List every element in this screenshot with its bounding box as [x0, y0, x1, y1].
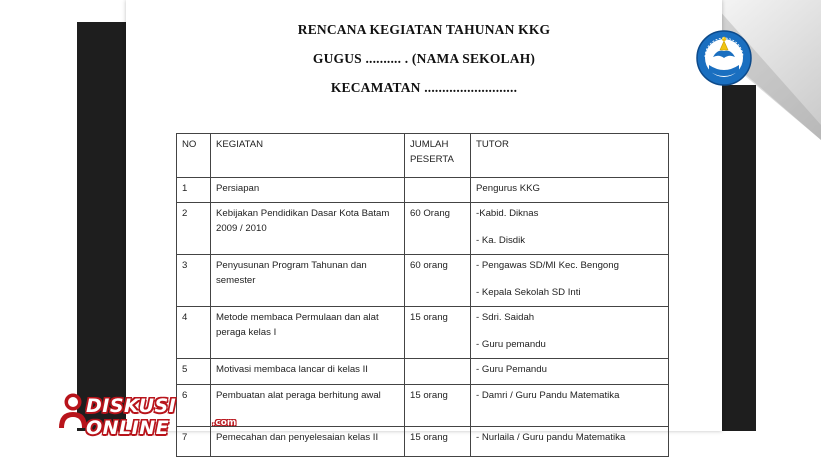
brand-suffix: .com — [212, 418, 237, 428]
table-row — [177, 359, 669, 385]
cell-no: 2 — [177, 203, 211, 255]
cell-tutor — [471, 359, 669, 385]
cell-jumlah: 15 orang — [405, 427, 471, 457]
cell-jumlah — [405, 359, 471, 385]
header-tutor: TUTOR — [471, 134, 669, 178]
frame-left-panel — [77, 22, 126, 431]
brand-watermark — [56, 392, 256, 439]
tutor-line: - Guru pemandu — [476, 338, 546, 350]
tut-wuri-handayani-logo-icon — [695, 27, 753, 93]
cell-tutor — [471, 255, 669, 307]
tutor-line: - Damri / Guru Pandu Matematika — [476, 390, 620, 401]
cell-tutor — [471, 427, 669, 457]
cell-kegiatan: Persiapan — [211, 178, 405, 203]
cell-no: 3 — [177, 255, 211, 307]
cell-jumlah — [405, 178, 471, 203]
cell-kegiatan: Motivasi membaca lancar di kelas II — [211, 359, 405, 385]
tutor-line: - Ka. Disdik — [476, 234, 526, 246]
cell-no: 5 — [177, 359, 211, 385]
table-row — [177, 203, 669, 255]
cell-kegiatan: Penyusunan Program Tahunan dan semester — [211, 255, 405, 307]
table-row — [177, 307, 669, 359]
frame-right-panel — [722, 85, 756, 431]
table-header-row — [177, 134, 669, 178]
document-subtitle-kecamatan: KECAMATAN .......................... — [330, 80, 518, 95]
cell-no: 1 — [177, 178, 211, 203]
tutor-line: - Guru Pemandu — [476, 364, 547, 375]
person-icon — [56, 392, 90, 428]
cell-tutor — [471, 307, 669, 359]
table-row — [177, 255, 669, 307]
cell-kegiatan: Pemecahan dan penyelesaian kelas II — [211, 427, 405, 457]
document-title: RENCANA KEGIATAN TAHUNAN KKG — [297, 22, 551, 37]
document-subtitle-gugus: GUGUS .......... . (NAMA SEKOLAH) — [312, 51, 536, 66]
header-jumlah-peserta: JUMLAH PESERTA — [405, 134, 471, 178]
brand-name: DISKUSI ONLINE — [86, 395, 177, 439]
tutor-line: - Pengawas SD/MI Kec. Bengong — [476, 260, 619, 271]
cell-jumlah: 15 orang — [405, 385, 471, 427]
cell-kegiatan: Metode membaca Permulaan dan alat peraga kelas I — [211, 307, 405, 359]
cell-kegiatan: Pembuatan alat peraga berhitung awal — [211, 385, 405, 427]
cell-jumlah: 60 Orang — [405, 203, 471, 255]
tutor-line: - Sdri. Saidah — [476, 312, 535, 323]
cell-jumlah: 15 orang — [405, 307, 471, 359]
cell-no: 4 — [177, 307, 211, 359]
table-row — [177, 178, 669, 203]
cell-tutor — [471, 385, 669, 427]
tutor-line: Pengurus KKG — [476, 183, 540, 194]
cell-kegiatan: Kebijakan Pendidikan Dasar Kota Batam 2009 / 2010 — [211, 203, 405, 255]
tutor-line: -Kabid. Diknas — [476, 208, 539, 219]
header-no: NO — [177, 134, 211, 178]
cell-tutor — [471, 178, 669, 203]
header-kegiatan: KEGIATAN — [211, 134, 405, 178]
tutor-line: - Kepala Sekolah SD Inti — [476, 286, 581, 298]
cell-jumlah: 60 orang — [405, 255, 471, 307]
tutor-line: - Nurlaila / Guru pandu Matematika — [476, 432, 626, 443]
cell-tutor — [471, 203, 669, 255]
cell-no: 6 — [177, 385, 211, 427]
cell-no: 7 — [177, 427, 211, 457]
